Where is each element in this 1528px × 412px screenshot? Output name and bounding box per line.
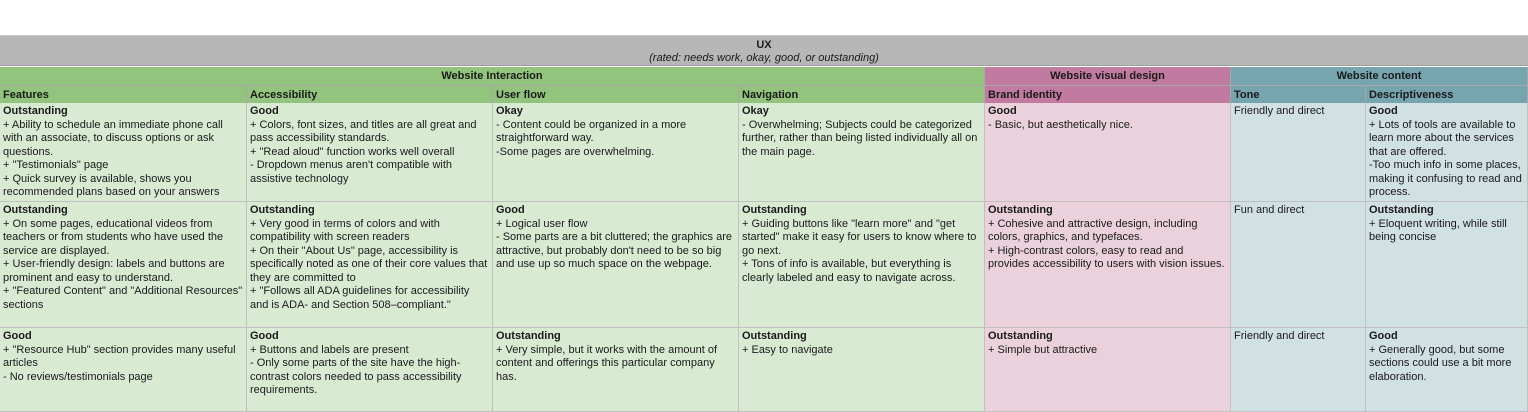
cell-text: + "Resource Hub" section provides many useful articles - No reviews/testimonials page: [3, 343, 236, 383]
table-cell-features: [0, 328, 247, 412]
table-cell-descriptiveness: [1366, 328, 1528, 412]
cell-text: + Ability to schedule an immediate phone call with an associate, to discuss options or ask questions. + "Testimonials" page + Quick survey is available, shows you recommended plans based on your answers: [3, 118, 223, 198]
table-cell-user-flow: [493, 328, 739, 412]
cell-text: + Logical user flow - Some parts are a bit cluttered; the graphics are attractive, but probably don't need to be so big and use up so much space on the webpage.: [496, 217, 733, 270]
table-cell-brand-identity: [985, 202, 1231, 328]
cell-text: - Basic, but aesthetically nice.: [988, 118, 1133, 131]
rating-label: Good: [496, 204, 525, 216]
cell-text: + Very simple, but it works with the amount of content and offerings this particular company has.: [496, 343, 718, 383]
cell-text: Friendly and direct: [1234, 330, 1325, 342]
rating-label: Good: [1369, 330, 1398, 342]
table-cell-descriptiveness: [1366, 202, 1528, 328]
blank-top-area: [0, 0, 1528, 36]
rating-label: Outstanding: [1369, 204, 1434, 216]
group-website-visual-design: Website visual design: [985, 67, 1231, 85]
rating-label: Outstanding: [3, 105, 68, 117]
table-cell-navigation: [739, 328, 985, 412]
rating-label: Outstanding: [742, 204, 807, 216]
column-header-tone: Tone: [1231, 85, 1366, 103]
rating-label: Good: [1369, 105, 1398, 117]
cell-text: + Easy to navigate: [742, 343, 833, 356]
cell-text: + Very good in terms of colors and with compatibility with screen readers + On their "About Us" page, accessibility is specifically noted as one of their core values that they are committed to + "Follows all ADA guidelines for accessibility and is ADA- and Section 508–compliant.": [250, 217, 488, 311]
rating-label: Outstanding: [988, 204, 1053, 216]
rating-label: Okay: [496, 105, 523, 117]
rating-label: Okay: [742, 105, 769, 117]
table-cell-accessibility: [247, 202, 493, 328]
table-cell-tone: [1231, 202, 1366, 328]
table-cell-user-flow: [493, 202, 739, 328]
rating-label: Good: [250, 330, 279, 342]
ux-title: UX: [756, 39, 772, 51]
rating-label: Outstanding: [250, 204, 315, 216]
column-header-accessibility: Accessibility: [247, 85, 493, 103]
cell-text: Fun and direct: [1234, 204, 1305, 216]
column-header-descriptiveness: Descriptiveness: [1366, 85, 1528, 103]
table-cell-tone: [1231, 103, 1366, 202]
cell-text: + Simple but attractive: [988, 343, 1098, 356]
table-cell-navigation: [739, 103, 985, 202]
table-cell-features: [0, 103, 247, 202]
rating-label: Good: [250, 105, 279, 117]
rating-label: Good: [988, 105, 1017, 117]
table-cell-brand-identity: [985, 328, 1231, 412]
cell-text: + Lots of tools are available to learn more about the services that are offered. -Too much info in some places, making it confusing to read and process.: [1369, 118, 1522, 198]
rating-label: Outstanding: [496, 330, 561, 342]
table-cell-user-flow: [493, 103, 739, 202]
rating-label: Outstanding: [988, 330, 1053, 342]
cell-text: + Guiding buttons like "learn more" and "get started" make it easy for users to know where to go next. + Tons of info is available, but everything is clearly labeled and easy to navigate across.: [742, 217, 977, 284]
table-cell-accessibility: [247, 328, 493, 412]
rating-label: Outstanding: [742, 330, 807, 342]
cell-text: - Content could be organized in a more straightforward way. -Some pages are overwhelming.: [496, 118, 687, 158]
cell-text: + Buttons and labels are present - Only some parts of the site have the high-contrast colors needed to pass accessibility requirements.: [250, 343, 462, 396]
cell-text: + On some pages, educational videos from teachers or from students who have used the service are displayed. + User-friendly design: labels and buttons are prominent and easy to understand. + "Featured Content" and "Additional Resources" sections: [3, 217, 243, 311]
table-cell-features: [0, 202, 247, 328]
cell-text: + Cohesive and attractive design, including colors, graphics, and typefaces. + High-contrast colors, easy to read and provides accessibility to users with vision issues.: [988, 217, 1225, 270]
table-cell-tone: [1231, 328, 1366, 412]
column-header-brand-identity: Brand identity: [985, 85, 1231, 103]
table-cell-descriptiveness: [1366, 103, 1528, 202]
group-website-content: Website content: [1231, 67, 1528, 85]
table-cell-accessibility: [247, 103, 493, 202]
cell-text: + Colors, font sizes, and titles are all great and pass accessibility standards. + "Read aloud" function works well overall - Dropdown menus aren't compatible with assistive technology: [250, 118, 477, 185]
column-header-features: Features: [0, 85, 247, 103]
column-header-navigation: Navigation: [739, 85, 985, 103]
cell-text: + Eloquent writing, while still being concise: [1369, 217, 1507, 243]
cell-text: - Overwhelming; Subjects could be categorized further, rather than being listed individually all on the main page.: [742, 118, 978, 158]
ux-subtitle: (rated: needs work, okay, good, or outstanding): [649, 52, 879, 64]
cell-text: Friendly and direct: [1234, 105, 1325, 117]
column-header-user-flow: User flow: [493, 85, 739, 103]
cell-text: + Generally good, but some sections could use a bit more elaboration.: [1369, 343, 1512, 383]
table-cell-navigation: [739, 202, 985, 328]
group-website-interaction: Website Interaction: [0, 67, 985, 85]
rating-label: Outstanding: [3, 204, 68, 216]
table-cell-brand-identity: [985, 103, 1231, 202]
rating-label: Good: [3, 330, 32, 342]
ux-header: [0, 36, 1528, 66]
